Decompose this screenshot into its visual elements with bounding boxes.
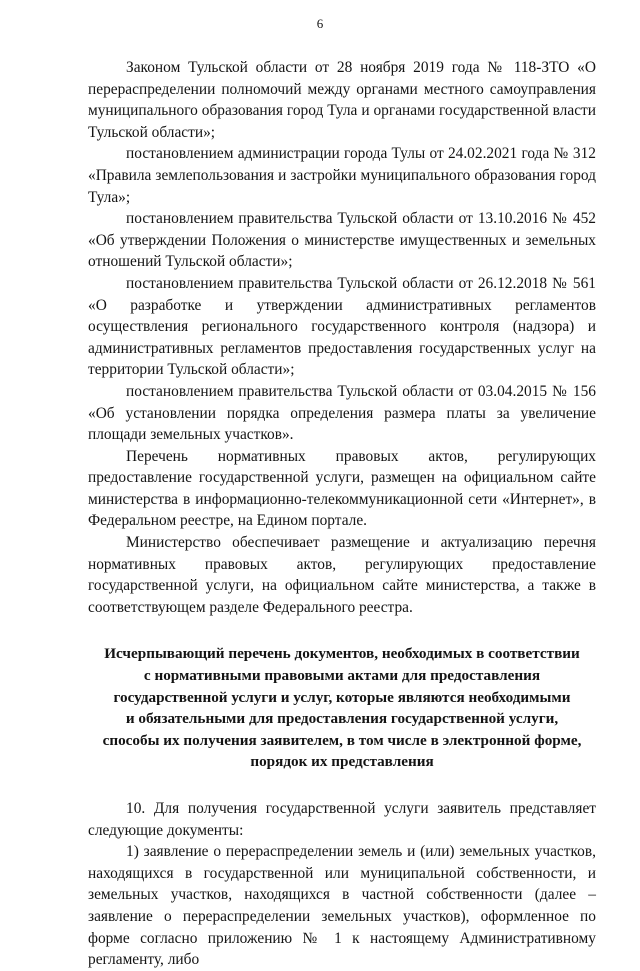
legal-acts-list (88, 57, 596, 618)
legal-act-paragraph: Законом Тульской области от 28 ноября 2019 года № 118-ЗТО «О перераспределении полномочий между органами местного самоуправления муниципального образования город Тула и органами государственной власти Тульской области»; (88, 59, 596, 141)
document-item-paragraph: 1) заявление о перераспределении земель и (или) земельных участков, находящихся в государственной или муниципальной собственности, и земельных участков, находящихся в частной собственности (далее – заявление о перераспределении земельных участков), оформленное по форме согласно приложению № 1 к настоящему Административному регламенту, либо (88, 843, 596, 969)
heading-line: государственной услуги и услуг, которые являются необходимыми (113, 688, 571, 706)
legal-act-paragraph: постановлением администрации города Тулы от 24.02.2021 года № 312 «Правила землепользования и застройки муниципального образования город Тула»; (88, 145, 596, 206)
heading-line: с нормативными правовыми актами для предоставления (143, 667, 541, 685)
heading-line: способы их получения заявителем, в том числе в электронной форме, (102, 731, 582, 749)
heading-line: Исчерпывающий перечень документов, необходимых в соответствии (104, 645, 580, 663)
section-heading (88, 643, 596, 773)
legal-act-paragraph: постановлением правительства Тульской области от 03.04.2015 № 156 «Об установлении порядка определения размера платы за увеличение площади земельных участков». (88, 382, 596, 444)
legal-act-paragraph: Министерство обеспечивает размещение и актуализацию перечня нормативных правовых актов, регулирующих предоставление государственной услуги, на официальном сайте министерства, а также в соответствующем разделе Федерального реестра. (88, 534, 596, 616)
page-number: 6 (316, 16, 324, 31)
legal-act-paragraph: постановлением правительства Тульской области от 26.12.2018 № 561 «О разработке и утверждении административных регламентов осуществления регионального государственного контроля (надзора) и административных регламентов предоставления государственных услуг на территории Тульской области»; (88, 274, 596, 379)
legal-act-paragraph: постановлением правительства Тульской области от 13.10.2016 № 452 «Об утверждении Положения о министерстве имущественных и земельных отношений Тульской области»; (88, 210, 596, 271)
heading-line: и обязательными для предоставления государственной услуги, (125, 710, 559, 728)
heading-line: порядок их представления (250, 753, 434, 771)
document-item-paragraph: 10. Для получения государственной услуги заявитель представляет следующие документы: (88, 800, 596, 839)
documents-list (88, 798, 596, 971)
document-body (88, 57, 596, 971)
legal-act-paragraph: Перечень нормативных правовых актов, регулирующих предоставление государственной услуги, размещен на официальном сайте министерства в информационно-телекоммуникационной сети «Интернет», в Федеральном реестре, на Едином портале. (88, 447, 596, 530)
